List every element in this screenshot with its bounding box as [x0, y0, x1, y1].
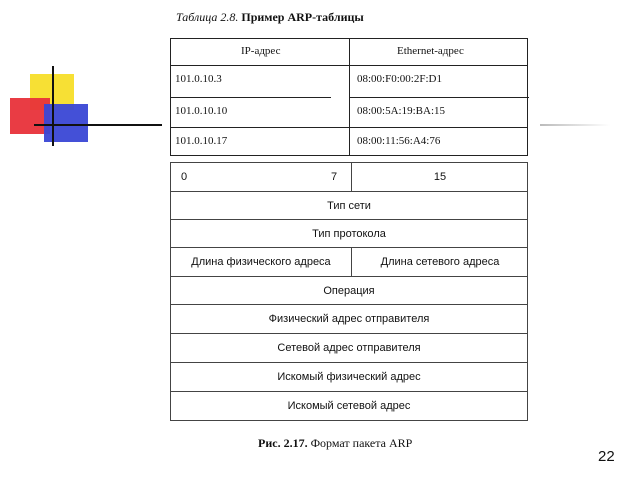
field-target-net-label: Искомый сетевой адрес [287, 400, 411, 412]
table-cell-ethernet: 08:00:11:56:A4:76 [357, 135, 441, 147]
bit-scale-right [351, 163, 529, 191]
field-network-type-label: Тип сети [327, 199, 371, 212]
bit-scale-left [171, 163, 352, 191]
field-operation [170, 276, 528, 305]
bit-label-mid: 7 [331, 171, 338, 183]
page-number: 22 [598, 448, 615, 465]
field-target-net [170, 391, 528, 421]
field-sender-phys-label: Физический адрес отправителя [268, 313, 430, 325]
figure-caption-title: Формат пакета ARP [310, 436, 413, 450]
decorative-fade-line [540, 124, 610, 126]
field-phys-addr-len [171, 248, 352, 276]
figure-caption [258, 436, 412, 451]
logo-vertical-line [52, 66, 54, 146]
arp-packet-diagram [170, 162, 528, 430]
table-header-ip: IP-адрес [241, 45, 281, 57]
field-target-phys [170, 362, 528, 392]
table-row-divider [171, 97, 331, 98]
field-sender-net [170, 333, 528, 363]
bit-label-end: 15 [433, 171, 447, 183]
field-sender-net-label: Сетевой адрес отправителя [277, 342, 421, 354]
field-operation-label: Операция [323, 284, 375, 297]
table-cell-ip: 101.0.10.3 [175, 73, 222, 85]
arp-table [170, 38, 528, 156]
logo-blue-square [44, 104, 88, 142]
field-target-phys-label: Искомый физический адрес [277, 371, 421, 383]
field-protocol-type [170, 219, 528, 248]
table-row-divider [171, 127, 527, 128]
table-caption [176, 10, 364, 25]
field-protocol-type-label: Тип протокола [312, 227, 386, 240]
table-header-ethernet: Ethernet-адрес [397, 45, 464, 57]
field-net-addr-len [351, 248, 529, 276]
field-phys-addr-len-label: Длина физического адреса [191, 256, 331, 268]
field-network-type [170, 191, 528, 220]
field-sender-phys [170, 304, 528, 334]
table-cell-ip: 101.0.10.10 [175, 105, 228, 117]
figure-caption-label: Рис. 2.17. [258, 436, 308, 450]
bit-scale-row [170, 162, 528, 192]
table-header-divider [171, 65, 527, 66]
table-cell-ethernet: 08:00:F0:00:2F:D1 [357, 73, 442, 85]
table-cell-ethernet: 08:00:5A:19:BA:15 [357, 105, 446, 117]
table-row-divider [349, 97, 529, 98]
table-cell-ip: 101.0.10.17 [175, 135, 228, 147]
field-address-lengths [170, 247, 528, 277]
bit-label-start: 0 [181, 171, 188, 183]
table-caption-label: Таблица 2.8. [176, 10, 239, 24]
field-net-addr-len-label: Длина сетевого адреса [380, 256, 500, 268]
table-caption-title: Пример ARP-таблицы [241, 10, 364, 24]
logo-horizontal-line [34, 124, 168, 126]
